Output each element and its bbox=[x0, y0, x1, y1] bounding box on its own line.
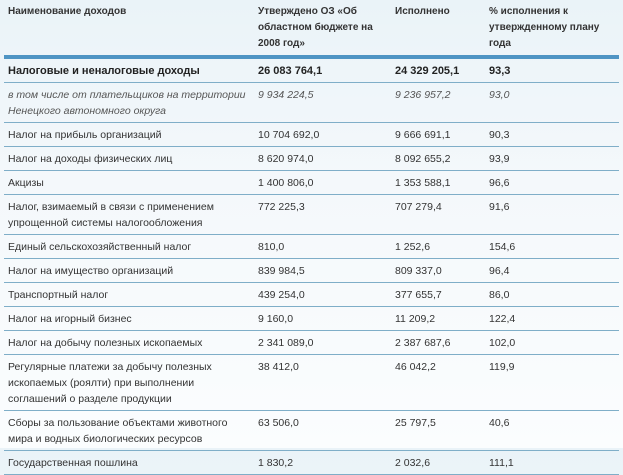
row-approved: 10 704 692,0 bbox=[258, 129, 320, 141]
row-percent: 90,3 bbox=[489, 129, 510, 141]
row-approved: 8 620 974,0 bbox=[258, 153, 314, 165]
row-percent: 122,4 bbox=[489, 313, 516, 325]
header-percent: % исполнения к утвержденному плану года bbox=[489, 6, 600, 49]
row-percent: 93,0 bbox=[489, 89, 510, 101]
row-approved: 63 506,0 bbox=[258, 417, 299, 429]
row-executed: 377 655,7 bbox=[395, 289, 442, 301]
table-row bbox=[4, 195, 619, 235]
table-row bbox=[4, 123, 619, 147]
row-name: Налог, взимаемый в связи с применением упрощенной системы налогообложения bbox=[8, 201, 214, 229]
table-row bbox=[4, 411, 619, 451]
table-row bbox=[4, 331, 619, 355]
row-approved: 772 225,3 bbox=[258, 201, 305, 213]
row-percent: 40,6 bbox=[489, 417, 510, 429]
table-row bbox=[4, 171, 619, 195]
row-executed: 25 797,5 bbox=[395, 417, 436, 429]
table-row bbox=[4, 57, 619, 83]
row-name: Налог на добычу полезных ископаемых bbox=[8, 337, 203, 349]
row-name: Акцизы bbox=[8, 177, 44, 189]
row-name: Сборы за пользование объектами животного мира и водных биологических ресурсов bbox=[8, 417, 228, 445]
row-executed: 11 209,2 bbox=[395, 313, 436, 325]
row-percent: 96,4 bbox=[489, 265, 510, 277]
table-row bbox=[4, 355, 619, 411]
row-name: в том числе от плательщиков на территории Ненецкого автономного округа bbox=[8, 89, 246, 117]
header-approved: Утверждено ОЗ «Об областном бюджете на 2008 год» bbox=[258, 6, 373, 49]
table-header-row bbox=[4, 0, 619, 57]
row-percent: 102,0 bbox=[489, 337, 516, 349]
row-approved: 9 934 224,5 bbox=[258, 89, 314, 101]
row-executed: 24 329 205,1 bbox=[395, 65, 460, 77]
row-name: Налоговые и неналоговые доходы bbox=[8, 65, 200, 77]
row-name: Регулярные платежи за добычу полезных ископаемых (роялти) при выполнении соглашений о разделе продукции bbox=[8, 361, 212, 405]
row-percent: 154,6 bbox=[489, 241, 516, 253]
row-approved: 1 400 806,0 bbox=[258, 177, 314, 189]
row-name: Государственная пошлина bbox=[8, 457, 138, 469]
table-row bbox=[4, 83, 619, 123]
row-name: Налог на доходы физических лиц bbox=[8, 153, 173, 165]
row-name: Транспортный налог bbox=[8, 289, 109, 301]
row-executed: 46 042,2 bbox=[395, 361, 436, 373]
row-name: Единый сельскохозяйственный налог bbox=[8, 241, 192, 253]
row-executed: 1 252,6 bbox=[395, 241, 431, 253]
row-executed: 9 666 691,1 bbox=[395, 129, 451, 141]
header-name: Наименование доходов bbox=[8, 6, 127, 17]
row-approved: 9 160,0 bbox=[258, 313, 294, 325]
row-executed: 2 032,6 bbox=[395, 457, 431, 469]
row-name: Налог на прибыль организаций bbox=[8, 129, 162, 141]
row-name: Налог на игорный бизнес bbox=[8, 313, 132, 325]
revenue-table bbox=[4, 0, 619, 475]
table-row bbox=[4, 235, 619, 259]
row-percent: 91,6 bbox=[489, 201, 510, 213]
row-executed: 1 353 588,1 bbox=[395, 177, 451, 189]
row-name: Налог на имущество организаций bbox=[8, 265, 174, 277]
row-percent: 111,1 bbox=[489, 457, 514, 469]
row-approved: 2 341 089,0 bbox=[258, 337, 314, 349]
row-executed: 2 387 687,6 bbox=[395, 337, 451, 349]
row-executed: 8 092 655,2 bbox=[395, 153, 451, 165]
table-row bbox=[4, 283, 619, 307]
row-percent: 93,9 bbox=[489, 153, 510, 165]
row-approved: 26 083 764,1 bbox=[258, 65, 323, 77]
row-approved: 810,0 bbox=[258, 241, 285, 253]
row-approved: 38 412,0 bbox=[258, 361, 299, 373]
row-approved: 1 830,2 bbox=[258, 457, 294, 469]
row-executed: 809 337,0 bbox=[395, 265, 442, 277]
table-row bbox=[4, 451, 619, 475]
row-approved: 439 254,0 bbox=[258, 289, 305, 301]
row-percent: 93,3 bbox=[489, 65, 511, 77]
row-approved: 839 984,5 bbox=[258, 265, 305, 277]
row-percent: 96,6 bbox=[489, 177, 510, 189]
row-percent: 119,9 bbox=[489, 361, 515, 373]
header-executed: Исполнено bbox=[395, 6, 450, 17]
table-row bbox=[4, 307, 619, 331]
row-executed: 9 236 957,2 bbox=[395, 89, 451, 101]
table-row bbox=[4, 259, 619, 283]
row-executed: 707 279,4 bbox=[395, 201, 442, 213]
row-percent: 86,0 bbox=[489, 289, 510, 301]
table-row bbox=[4, 147, 619, 171]
